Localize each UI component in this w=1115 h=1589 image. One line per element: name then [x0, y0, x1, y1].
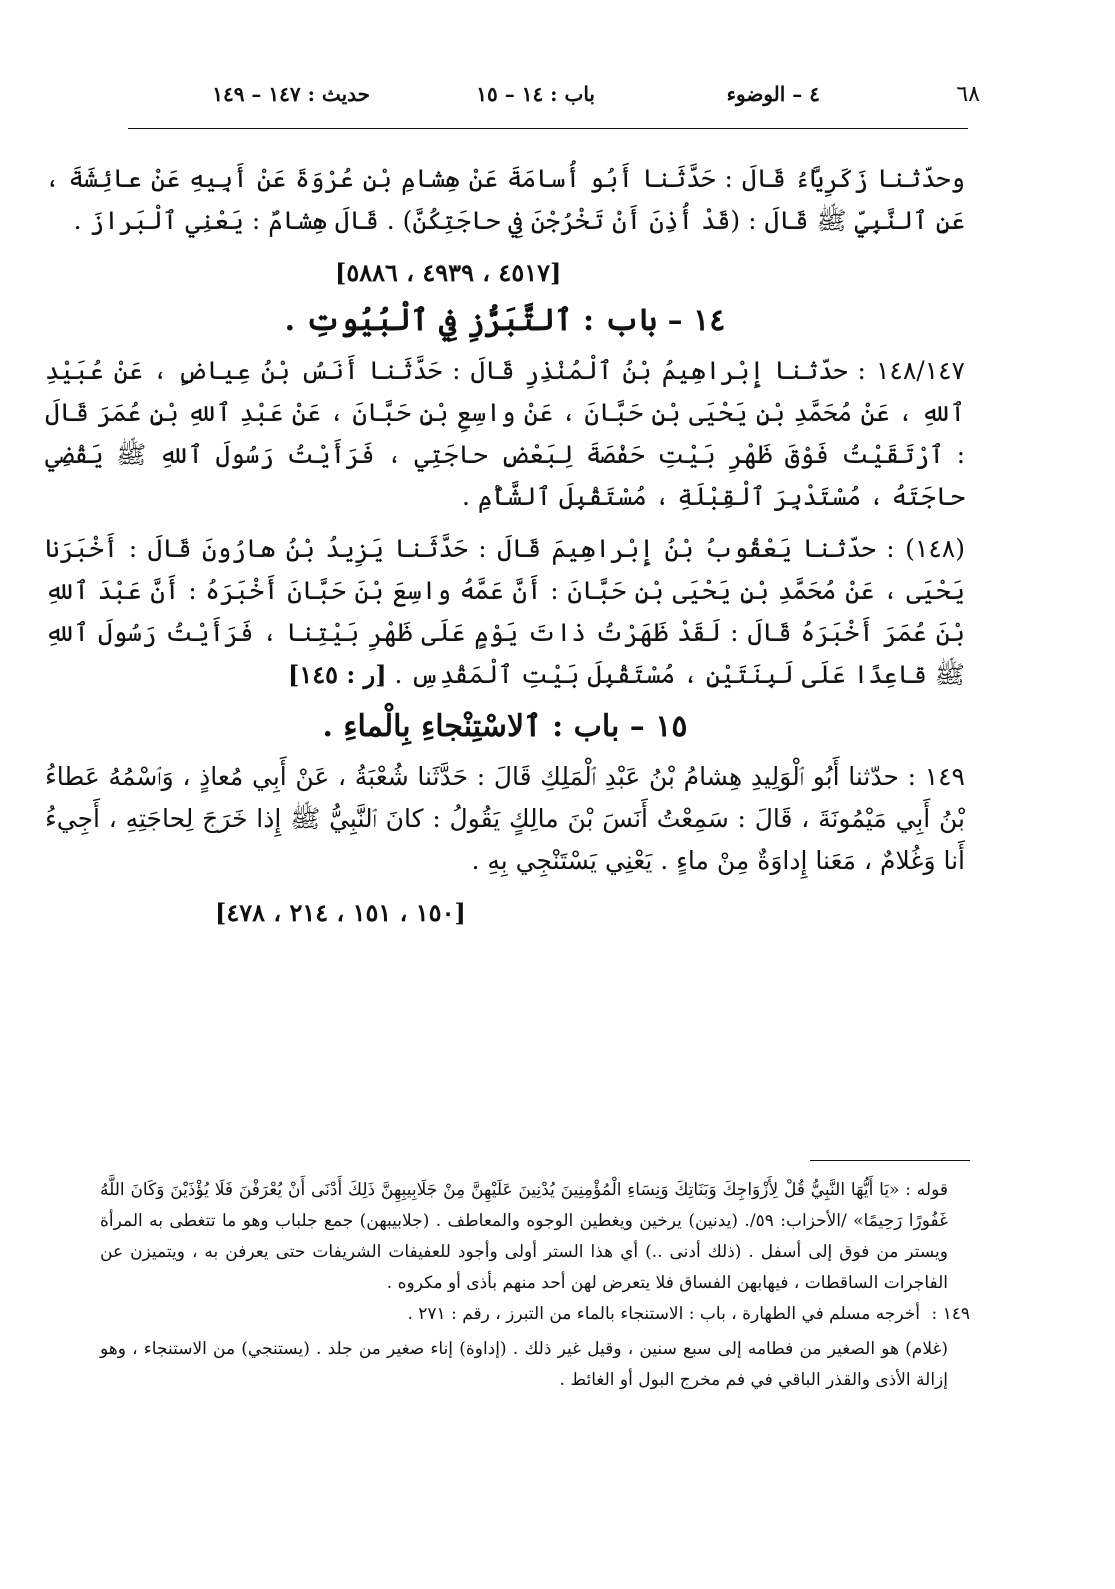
footnote-149-number: ١٤٩ :: [931, 1304, 970, 1324]
bab-range: باب : ١٤ – ١٥: [476, 82, 595, 106]
hadith-range: حديث : ١٤٧ – ١٤٩: [212, 82, 370, 106]
page-number: ٦٨: [956, 82, 980, 107]
intro-hadith-refs: [٤٥١٧ ، ٤٩٣٩ ، ٥٨٨٦]: [335, 258, 562, 287]
main-text: [45, 158, 965, 940]
footnote-quran-verse: قوله : «يَا أَيُّهَا النَّبِيُّ قُلْ لِأَزْوَاجِكَ وَبَنَاتِكَ وَنِسَاءِ الْمُؤْمِنِينَ يُدْنِينَ عَلَيْهِنَّ مِنْ جَلَابِيبِهِنَّ ذَلِكَ أَدْنَى أَنْ يُعْرَفْنَ فَلَا يُؤْذَيْنَ وَكَانَ اللَّهُ غَفُورًا رَحِيمًا» /الأحزاب: ٥٩/. (يدنين) يرخين ويغطين الوجوه والمعاطف . (جلابيبهن) جمع جلباب وهو ما تتغطى به المرأة ويستر من فوق إلى أسفل . (ذلك أدنى ..) أي هذا الستر أولى وأجود للعفيفات الشريفات حتى يعرفن به ، ويتميزن عن الفاجرات الساقطات ، فيهابهن الفساق فلا يتعرض لهن أحد منهم بأذى أو مكروه .: [100, 1180, 948, 1293]
intro-hadith: وحدّثنا زَكَرِيَّاءُ قَالَ : حَدَّثَنا أَبُو أُسامَةَ عَنْ هِشامِ بْنِ عُرْوَةَ عَنْ أَبِيهِ عَنْ عائِشَةَ ، عَنِ ٱلنَّبِيِّ ﷺ قَالَ : (قَدْ أُذِنَ أَنْ تَخْرُجْنَ فِي حاجَتِكُنَّ) . قَالَ هِشامٌ : يَعْنِي ٱلْبَرازَ .: [45, 164, 965, 235]
footnotes: [100, 1175, 970, 1396]
hadith-147: ١٤٨/١٤٧ : حدّثنا إِبْراهِيمُ بْنُ ٱلْمُنْذِرِ قَالَ : حَدَّثَنا أَنَسُ بْنُ عِياضٍ ، عَنْ عُبَيْدِ ٱللهِ ، عَنْ مُحَمَّدِ بْنِ يَحْيَى بْنِ حَبَّانَ ، عَنْ واسِعِ بْنِ حَبَّانَ ، عَنْ عَبْدِ ٱللهِ بْنِ عُمَرَ قَالَ : ٱرْتَقَيْتُ فَوْقَ ظَهْرِ بَيْتِ حَفْصَةَ لِبَعْضِ حاجَتِي ، فَرَأَيْتُ رَسُولَ ٱللهِ ﷺ يَقْضِي حاجَتَهُ ، مُسْتَدْبِرَ ٱلْقِبْلَةِ ، مُسْتَقْبِلَ ٱلشَّأْمِ .: [45, 356, 965, 511]
hadith-148-block: [45, 528, 965, 696]
footnote-149-glossary: (غلام) هو الصغير من فطامه إلى سبع سنين ، وقيل غير ذلك . (إداوة) إناء صغير من جلد . (يستنجي) من الاستنجاء ، وهو إزالة الأذى والقذر الباقي في فم مخرج البول أو الغائط .: [100, 1339, 948, 1390]
page-header: [130, 76, 980, 120]
footnote-149: [100, 1299, 970, 1330]
hadith-148: (١٤٨) : حدّثنا يَعْقُوبُ بْنُ إِبْراهِيمَ قَالَ : حَدَّثَنا يَزِيدُ بْنُ هارُونَ قَالَ : أَخْبَرَنا يَحْيَى ، عَنْ مُحَمَّدِ بْنِ يَحْيَى بْنِ حَبَّانَ : أَنَّ عَمَّهُ واسِعَ بْنَ حَبَّانَ أَخْبَرَهُ : أَنَّ عَبْدَ ٱللهِ بْنَ عُمَرَ أَخْبَرَهُ قَالَ : لَقَدْ ظَهَرْتُ ذاتَ يَوْمٍ عَلَى ظَهْرِ بَيْتِنا ، فَرَأَيْتُ رَسُولَ ٱللهِ ﷺ قاعِدًا عَلَى لَبِنَتَيْنِ ، مُسْتَقْبِلَ بَيْتِ ٱلْمَقْدِسِ .: [45, 534, 965, 689]
hadith-149: ١٤٩ : حدّثنا أَبُو ٱلْوَلِيدِ هِشامُ بْنُ عَبْدِ ٱلْمَلِكِ قَالَ : حَدَّثَنا شُعْبَةُ ، عَنْ أَبِي مُعاذٍ ، وَٱسْمُهُ عَطاءُ بْنُ أَبِي مَيْمُونَةَ ، قَالَ : سَمِعْتُ أَنَسَ بْنَ مالِكٍ يَقُولُ : كانَ ٱلنَّبِيُّ ﷺ إِذا خَرَجَ لِحاجَتِهِ ، أَجِيءُ أَنا وَغُلامٌ ، مَعَنا إِداوَةٌ مِنْ ماءٍ . يَعْنِي يَسْتَنْجِي بِهِ .: [45, 762, 965, 875]
chapter-title: ٤ – الوضوء: [726, 82, 820, 106]
bab-14-title: ١٤ – باب : ٱلتَّبَرُّزِ فِي ٱلْبُيُوتِ .: [284, 303, 726, 338]
hadith-148-ref: [ر : ١٤٥]: [288, 660, 387, 689]
footnote-149-text: أخرجه مسلم في الطهارة ، باب : الاستنجاء بالماء من التبرز ، رقم : ٢٧١ .: [407, 1304, 921, 1324]
header-rule: [128, 128, 968, 129]
bab-15-title: ١٥ – باب : ٱلاسْتِنْجاءِ بِالْماءِ .: [322, 709, 688, 744]
footnote-rule: [810, 1160, 970, 1161]
hadith-149-refs: [١٥٠ ، ١٥١ ، ٢١٤ ، ٤٧٨]: [215, 898, 466, 927]
